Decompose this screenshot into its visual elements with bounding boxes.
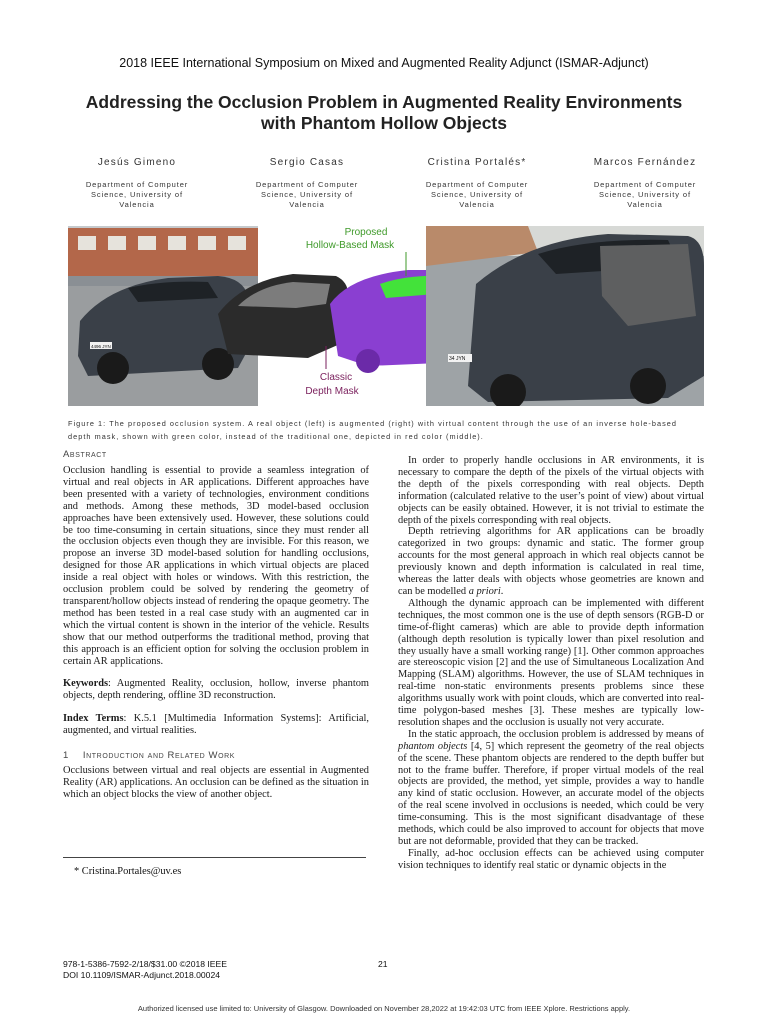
affil-line: Science, University of: [431, 190, 523, 199]
left-license-plate-text: 4496 JYN: [91, 344, 111, 349]
building-window: [78, 236, 96, 250]
paper-title-line-2: with Phantom Hollow Objects: [261, 113, 507, 133]
section-1-heading: [63, 750, 369, 761]
footnote-email: * Cristina.Portales@uv.es: [74, 866, 182, 877]
abstract-heading: Abstract: [63, 449, 107, 460]
section-1-number: 1: [63, 750, 69, 762]
left-photo-building: [68, 228, 258, 276]
section-1-text: Occlusions between virtual and real objects are essential in Augmented Reality (AR) applications. An occlusion can be defined as the situation in which an object blocks the view of another object.: [63, 765, 369, 800]
keywords-label: Keywords: [63, 678, 109, 690]
affil-line: Science, University of: [599, 190, 691, 199]
abstract-text: Occlusion handling is essential to provide a seamless integration of virtual and real objects in AR applications. Different approaches have been presented with a variety of technologies, environment conditions and methods. Among these methods, 3D model-based occlusion approaches have been extensively used. However, these solutions could be too time-consuming in certain situations, since they must render all the occlusion objects even though they are invisible. For this reason, we propose an inverse 3D model-based solution for handling occlusions, designed for those AR applications in which virtual objects are placed inside a real object with holes or windows. With this restriction, the occlusion problem could be solved by rendering the geometry of transparent/hollow objects instead of rendering the opaque geometry. The method has been tested in a real case study with an augmented car in which the virtual content is shown in the interior of the vehicle. Results show that our method outperforms the traditional method, proving that this approach is an efficient option for solving the occlusion problem in certain AR applications.: [63, 465, 369, 667]
conference-name: 2018 IEEE International Symposium on Mixed and Augmented Reality Adjunct (ISMAR-Adjunct): [119, 56, 649, 70]
affil-line: Valencia: [627, 200, 663, 209]
proposed-label-line-1: Proposed: [344, 227, 388, 238]
paragraph: In order to properly handle occlusions in AR environments, it is necessary to compare the depth of the pixels of the virtual objects with the depth of the pixels corresponding with real objects. Depth information (calculated relative to the user’s point of view) about virtual objects can be easily obtained. However, it is not trivial to estimate the depth of the pixels corresponding with real objects.: [398, 455, 704, 526]
affil-line: Department of Computer: [425, 180, 529, 189]
left-column: [63, 449, 369, 801]
proposed-label-line-2: Hollow-Based Mask: [305, 240, 395, 251]
author-name-4: Marcos Fernández: [593, 157, 697, 168]
augmented-car-wheel: [630, 368, 666, 404]
paragraph: [398, 729, 704, 848]
index-terms: [63, 713, 369, 737]
caption-line-1: Figure 1: The proposed occlusion system. A real object (left) is augmented (right) with virtual content through the use of an inverse hole-based: [68, 419, 677, 428]
paragraph: Finally, ad-hoc occlusion effects can be achieved using computer vision techniques to identify real static or dynamic objects in the: [398, 847, 704, 871]
paragraph-text: Depth retrieving algorithms for AR applications can be broadly categorized in two groups: dynamic and static. The former group accounts for the most general approach in which real objects cannot be previously known and depth information is calculated in real time, whereas the latter deals with objects whose geometries are known and can be modelled: [398, 526, 704, 597]
paragraph-emphasis: phantom objects: [398, 740, 468, 752]
footer-publication-info: [63, 959, 227, 980]
paragraph-text: In the static approach, the occlusion problem is addressed by means of: [408, 728, 704, 740]
paragraph-emphasis: a priori: [468, 585, 501, 597]
index-terms-label: Index Terms: [63, 713, 124, 725]
paragraph: Although the dynamic approach can be implemented with different techniques, the most common one is the use of depth sensors (RGB-D or time-of-flight cameras) which are able to provide depth information (although depth resolution is typically lower than pixel resolution and they usually have a small working range) [1]. Other common approaches are stereoscopic vision [2] and the use of Simultaneous Localization And Mapping (SLAM) algorithms. However, the use of SLAM techniques in real-time non-static environments presents problems since these algorithms usually work with point clouds, which are converted into real-time polygon-based meshes [3]. These meshes are typically low-resolution shapes and the occlusion is usually not very accurate.: [398, 597, 704, 728]
classic-label-line-1: Classic: [319, 372, 353, 383]
figure-1-illustration: [68, 226, 704, 406]
paper-title-line-1: Addressing the Occlusion Problem in Augmented Reality Environments: [85, 92, 683, 112]
real-car-wheel: [97, 352, 129, 384]
affil-line: Department of Computer: [85, 180, 189, 189]
paragraph-text: [4, 5] which represent the geometry of the real objects of the scene. These phantom objects are rendered to the depth buffer but not to the frame buffer. Therefore, if proper virtual models of the real objects are provided, the method, yet simple, provides a way to handle any kind of static occlusion. However, an accurate model of the objects of the real scene involved in occlusions is needed, which could be very time-consuming. This is the most significant disadvantage of these methods, which could be also improved to account for objects that move but are not deformable, provided that they can be tracked.: [398, 740, 705, 847]
section-1-title: Introduction and Related Work: [82, 750, 236, 762]
classic-label-line-2: Depth Mask: [305, 386, 359, 397]
affil-line: Valencia: [119, 200, 155, 209]
footnote-rule: [63, 857, 366, 858]
virtual-car-wheel: [356, 349, 380, 373]
affil-line: Science, University of: [261, 190, 353, 199]
paragraph: [398, 526, 704, 597]
author-name-1: Jesús Gimeno: [97, 157, 177, 168]
author-name-3: Cristina Portalés*: [427, 157, 527, 168]
building-window: [168, 236, 186, 250]
keywords: [63, 678, 369, 702]
footer-isbn: 978-1-5386-7592-2/18/$31.00 ©2018 IEEE: [63, 959, 228, 969]
author-affiliation-2: [222, 180, 392, 210]
affil-line: Department of Computer: [593, 180, 697, 189]
keywords-text: : Augmented Reality, occlusion, hollow, inverse phantom objects, depth rendering, offline 3D reconstruction.: [63, 678, 369, 702]
authorized-use-notice: Authorized licensed use limited to: University of Glasgow. Downloaded on November 28,2022 at 19:42:03 UTC from IEEE Xplore. Restrictions apply.: [137, 1004, 631, 1013]
author-affiliation-1: [52, 180, 222, 210]
building-window: [138, 236, 156, 250]
right-license-plate-text: 34 JYN: [449, 356, 466, 362]
figure-caption: [68, 417, 704, 443]
index-terms-text: : K.5.1 [Multimedia Information Systems]: Artificial, augmented, and virtual realities.: [63, 713, 369, 737]
affil-line: Valencia: [289, 200, 325, 209]
page-number: 21: [378, 959, 388, 969]
paper-title: [40, 92, 728, 134]
caption-line-2: depth mask, shown with green color, instead of the traditional one, depicted in red color (middle).: [68, 432, 484, 441]
right-column: [398, 455, 704, 872]
affil-line: Science, University of: [91, 190, 183, 199]
figure-1: [68, 226, 704, 406]
paragraph-text: .: [500, 585, 504, 597]
building-window: [108, 236, 126, 250]
author-affiliation-4: [560, 180, 730, 210]
affil-line: Valencia: [459, 200, 495, 209]
footer-doi: DOI 10.1109/ISMAR-Adjunct.2018.00024: [63, 969, 221, 980]
author-name-2: Sergio Casas: [269, 157, 345, 168]
building-window: [198, 236, 216, 250]
affil-line: Department of Computer: [255, 180, 359, 189]
author-affiliation-3: [392, 180, 562, 210]
building-window: [228, 236, 246, 250]
